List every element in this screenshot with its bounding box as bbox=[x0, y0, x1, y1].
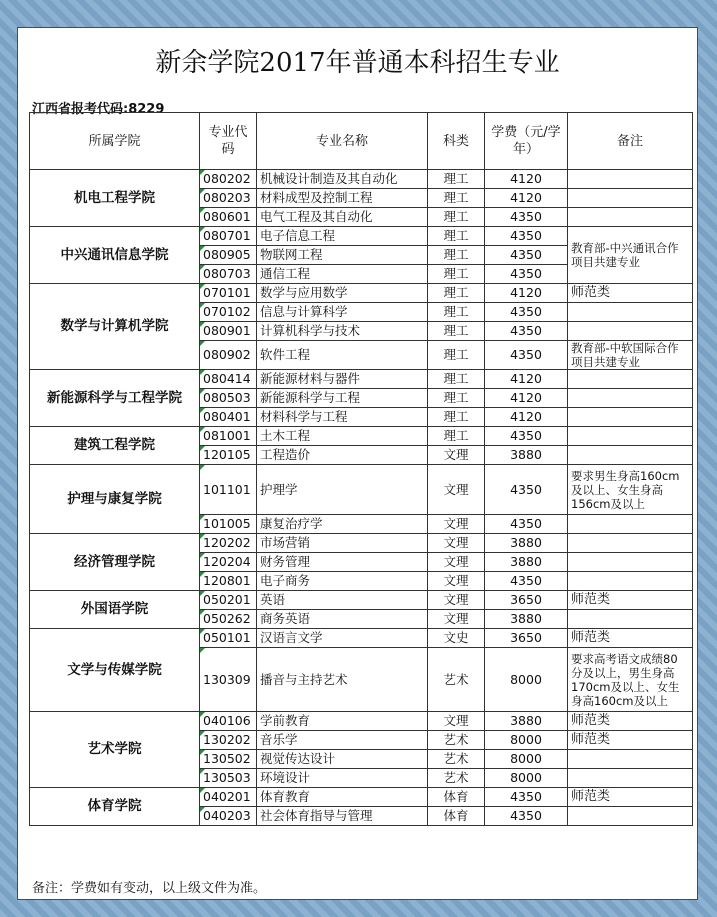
major-name: 播音与主持艺术 bbox=[257, 648, 428, 712]
major-category: 文理 bbox=[428, 553, 485, 572]
major-code: 070102 bbox=[200, 303, 257, 322]
major-category: 理工 bbox=[428, 170, 485, 189]
major-name: 英语 bbox=[257, 591, 428, 610]
note-cell: 师范类 bbox=[568, 591, 693, 610]
major-name: 信息与计算科学 bbox=[257, 303, 428, 322]
major-name: 电子信息工程 bbox=[257, 227, 428, 246]
note-cell bbox=[568, 408, 693, 427]
major-name: 机械设计制造及其自动化 bbox=[257, 170, 428, 189]
note-cell bbox=[568, 389, 693, 408]
college-name: 中兴通讯信息学院 bbox=[30, 227, 200, 284]
table-row bbox=[30, 227, 693, 246]
footer-note: 备注：学费如有变动，以上级文件为准。 bbox=[32, 881, 267, 896]
tuition-fee: 3880 bbox=[485, 610, 568, 629]
major-name: 计算机科学与技术 bbox=[257, 322, 428, 341]
major-category: 理工 bbox=[428, 370, 485, 389]
note-cell: 要求男生身高160cm及以上、女生身高156cm及以上 bbox=[568, 465, 693, 515]
college-name: 外国语学院 bbox=[30, 591, 200, 629]
college-name: 文学与传媒学院 bbox=[30, 629, 200, 712]
major-name: 市场营销 bbox=[257, 534, 428, 553]
major-name: 材料成型及控制工程 bbox=[257, 189, 428, 208]
major-code: 070101 bbox=[200, 284, 257, 303]
major-code: 130309 bbox=[200, 648, 257, 712]
table-header-row bbox=[30, 113, 693, 170]
major-category: 理工 bbox=[428, 208, 485, 227]
major-category: 艺术 bbox=[428, 648, 485, 712]
note-cell bbox=[568, 370, 693, 389]
header-college: 所属学院 bbox=[30, 113, 200, 170]
major-code: 130502 bbox=[200, 750, 257, 769]
major-code: 080601 bbox=[200, 208, 257, 227]
major-name: 商务英语 bbox=[257, 610, 428, 629]
major-code: 130202 bbox=[200, 731, 257, 750]
province-code: 江西省报考代码:8229 bbox=[32, 102, 165, 117]
tuition-fee: 8000 bbox=[485, 769, 568, 788]
note-cell bbox=[568, 427, 693, 446]
major-code: 040106 bbox=[200, 712, 257, 731]
major-name: 电气工程及其自动化 bbox=[257, 208, 428, 227]
major-code: 040203 bbox=[200, 807, 257, 826]
tuition-fee: 4120 bbox=[485, 189, 568, 208]
major-category: 理工 bbox=[428, 284, 485, 303]
note-cell bbox=[568, 572, 693, 591]
major-code: 120204 bbox=[200, 553, 257, 572]
tuition-fee: 4350 bbox=[485, 341, 568, 370]
major-name: 土木工程 bbox=[257, 427, 428, 446]
note-cell bbox=[568, 769, 693, 788]
tuition-fee: 4120 bbox=[485, 370, 568, 389]
major-category: 文理 bbox=[428, 534, 485, 553]
major-category: 文理 bbox=[428, 515, 485, 534]
major-category: 艺术 bbox=[428, 769, 485, 788]
tuition-fee: 3880 bbox=[485, 446, 568, 465]
header-name: 专业名称 bbox=[257, 113, 428, 170]
tuition-fee: 4350 bbox=[485, 303, 568, 322]
note-cell bbox=[568, 189, 693, 208]
major-code: 080902 bbox=[200, 341, 257, 370]
college-name: 建筑工程学院 bbox=[30, 427, 200, 465]
note-cell: 师范类 bbox=[568, 712, 693, 731]
note-cell: 教育部-中兴通讯合作项目共建专业 bbox=[568, 227, 693, 284]
tuition-fee: 4120 bbox=[485, 284, 568, 303]
major-category: 文史 bbox=[428, 629, 485, 648]
major-category: 文理 bbox=[428, 712, 485, 731]
major-code: 080414 bbox=[200, 370, 257, 389]
college-name: 机电工程学院 bbox=[30, 170, 200, 227]
college-name: 新能源科学与工程学院 bbox=[30, 370, 200, 427]
major-code: 120105 bbox=[200, 446, 257, 465]
major-name: 财务管理 bbox=[257, 553, 428, 572]
major-name: 音乐学 bbox=[257, 731, 428, 750]
table-row bbox=[30, 170, 693, 189]
major-code: 080701 bbox=[200, 227, 257, 246]
table-row bbox=[30, 465, 693, 515]
college-name: 体育学院 bbox=[30, 788, 200, 826]
majors-table bbox=[29, 112, 693, 826]
note-cell bbox=[568, 446, 693, 465]
page-title: 新余学院2017年普通本科招生专业 bbox=[155, 48, 560, 78]
table-body bbox=[30, 170, 693, 826]
note-cell bbox=[568, 534, 693, 553]
major-name: 工程造价 bbox=[257, 446, 428, 465]
note-cell bbox=[568, 750, 693, 769]
major-category: 艺术 bbox=[428, 750, 485, 769]
table-row bbox=[30, 427, 693, 446]
major-name: 康复治疗学 bbox=[257, 515, 428, 534]
table-row bbox=[30, 788, 693, 807]
note-cell: 师范类 bbox=[568, 731, 693, 750]
major-code: 080503 bbox=[200, 389, 257, 408]
table-row bbox=[30, 591, 693, 610]
tuition-fee: 4350 bbox=[485, 515, 568, 534]
major-category: 文理 bbox=[428, 610, 485, 629]
note-cell: 教育部-中软国际合作项目共建专业 bbox=[568, 341, 693, 370]
major-code: 050201 bbox=[200, 591, 257, 610]
major-category: 体育 bbox=[428, 807, 485, 826]
major-category: 理工 bbox=[428, 427, 485, 446]
note-cell bbox=[568, 515, 693, 534]
enrollment-sheet bbox=[17, 27, 698, 900]
tuition-fee: 4120 bbox=[485, 408, 568, 427]
major-category: 理工 bbox=[428, 408, 485, 427]
tuition-fee: 4120 bbox=[485, 389, 568, 408]
tuition-fee: 3880 bbox=[485, 534, 568, 553]
tuition-fee: 4120 bbox=[485, 170, 568, 189]
major-code: 120202 bbox=[200, 534, 257, 553]
college-name: 护理与康复学院 bbox=[30, 465, 200, 534]
major-code: 101101 bbox=[200, 465, 257, 515]
major-category: 体育 bbox=[428, 788, 485, 807]
major-code: 130503 bbox=[200, 769, 257, 788]
major-category: 理工 bbox=[428, 303, 485, 322]
major-category: 理工 bbox=[428, 322, 485, 341]
major-name: 汉语言文学 bbox=[257, 629, 428, 648]
major-category: 理工 bbox=[428, 246, 485, 265]
major-code: 040201 bbox=[200, 788, 257, 807]
major-category: 文理 bbox=[428, 572, 485, 591]
note-cell bbox=[568, 807, 693, 826]
major-category: 文理 bbox=[428, 446, 485, 465]
major-category: 理工 bbox=[428, 389, 485, 408]
tuition-fee: 4350 bbox=[485, 227, 568, 246]
major-code: 081001 bbox=[200, 427, 257, 446]
tuition-fee: 3880 bbox=[485, 553, 568, 572]
note-cell: 师范类 bbox=[568, 284, 693, 303]
tuition-fee: 8000 bbox=[485, 648, 568, 712]
major-code: 120801 bbox=[200, 572, 257, 591]
table-row bbox=[30, 370, 693, 389]
table-row bbox=[30, 629, 693, 648]
major-category: 艺术 bbox=[428, 731, 485, 750]
note-cell bbox=[568, 303, 693, 322]
major-name: 体育教育 bbox=[257, 788, 428, 807]
note-cell: 师范类 bbox=[568, 788, 693, 807]
note-cell bbox=[568, 322, 693, 341]
tuition-fee: 4350 bbox=[485, 427, 568, 446]
tuition-fee: 3880 bbox=[485, 712, 568, 731]
major-category: 理工 bbox=[428, 341, 485, 370]
major-name: 环境设计 bbox=[257, 769, 428, 788]
college-name: 经济管理学院 bbox=[30, 534, 200, 591]
major-code: 080202 bbox=[200, 170, 257, 189]
major-code: 101005 bbox=[200, 515, 257, 534]
tuition-fee: 4350 bbox=[485, 208, 568, 227]
tuition-fee: 8000 bbox=[485, 750, 568, 769]
note-cell: 要求高考语文成绩80分及以上，男生身高170cm及以上、女生身高160cm及以上 bbox=[568, 648, 693, 712]
header-category: 科类 bbox=[428, 113, 485, 170]
tuition-fee: 3650 bbox=[485, 629, 568, 648]
header-fee: 学费（元/学年） bbox=[485, 113, 568, 170]
tuition-fee: 4350 bbox=[485, 788, 568, 807]
major-name: 通信工程 bbox=[257, 265, 428, 284]
header-code: 专业代码 bbox=[200, 113, 257, 170]
tuition-fee: 4350 bbox=[485, 572, 568, 591]
major-name: 新能源材料与器件 bbox=[257, 370, 428, 389]
table-row bbox=[30, 712, 693, 731]
college-name: 数学与计算机学院 bbox=[30, 284, 200, 370]
note-cell bbox=[568, 610, 693, 629]
tuition-fee: 4350 bbox=[485, 246, 568, 265]
major-code: 080203 bbox=[200, 189, 257, 208]
note-cell bbox=[568, 553, 693, 572]
major-name: 学前教育 bbox=[257, 712, 428, 731]
table-row bbox=[30, 284, 693, 303]
header-note: 备注 bbox=[568, 113, 693, 170]
major-category: 理工 bbox=[428, 265, 485, 284]
major-name: 新能源科学与工程 bbox=[257, 389, 428, 408]
major-name: 视觉传达设计 bbox=[257, 750, 428, 769]
major-category: 理工 bbox=[428, 189, 485, 208]
tuition-fee: 4350 bbox=[485, 465, 568, 515]
major-category: 理工 bbox=[428, 227, 485, 246]
major-name: 材料科学与工程 bbox=[257, 408, 428, 427]
major-code: 080703 bbox=[200, 265, 257, 284]
major-name: 社会体育指导与管理 bbox=[257, 807, 428, 826]
major-name: 数学与应用数学 bbox=[257, 284, 428, 303]
major-name: 电子商务 bbox=[257, 572, 428, 591]
tuition-fee: 4350 bbox=[485, 265, 568, 284]
major-code: 050101 bbox=[200, 629, 257, 648]
major-code: 080401 bbox=[200, 408, 257, 427]
major-code: 050262 bbox=[200, 610, 257, 629]
major-name: 护理学 bbox=[257, 465, 428, 515]
major-name: 物联网工程 bbox=[257, 246, 428, 265]
major-category: 文理 bbox=[428, 591, 485, 610]
tuition-fee: 4350 bbox=[485, 807, 568, 826]
major-name: 软件工程 bbox=[257, 341, 428, 370]
table-row bbox=[30, 534, 693, 553]
tuition-fee: 3650 bbox=[485, 591, 568, 610]
college-name: 艺术学院 bbox=[30, 712, 200, 788]
note-cell: 师范类 bbox=[568, 629, 693, 648]
major-category: 文理 bbox=[428, 465, 485, 515]
tuition-fee: 8000 bbox=[485, 731, 568, 750]
note-cell bbox=[568, 208, 693, 227]
tuition-fee: 4350 bbox=[485, 322, 568, 341]
note-cell bbox=[568, 170, 693, 189]
major-code: 080905 bbox=[200, 246, 257, 265]
major-code: 080901 bbox=[200, 322, 257, 341]
